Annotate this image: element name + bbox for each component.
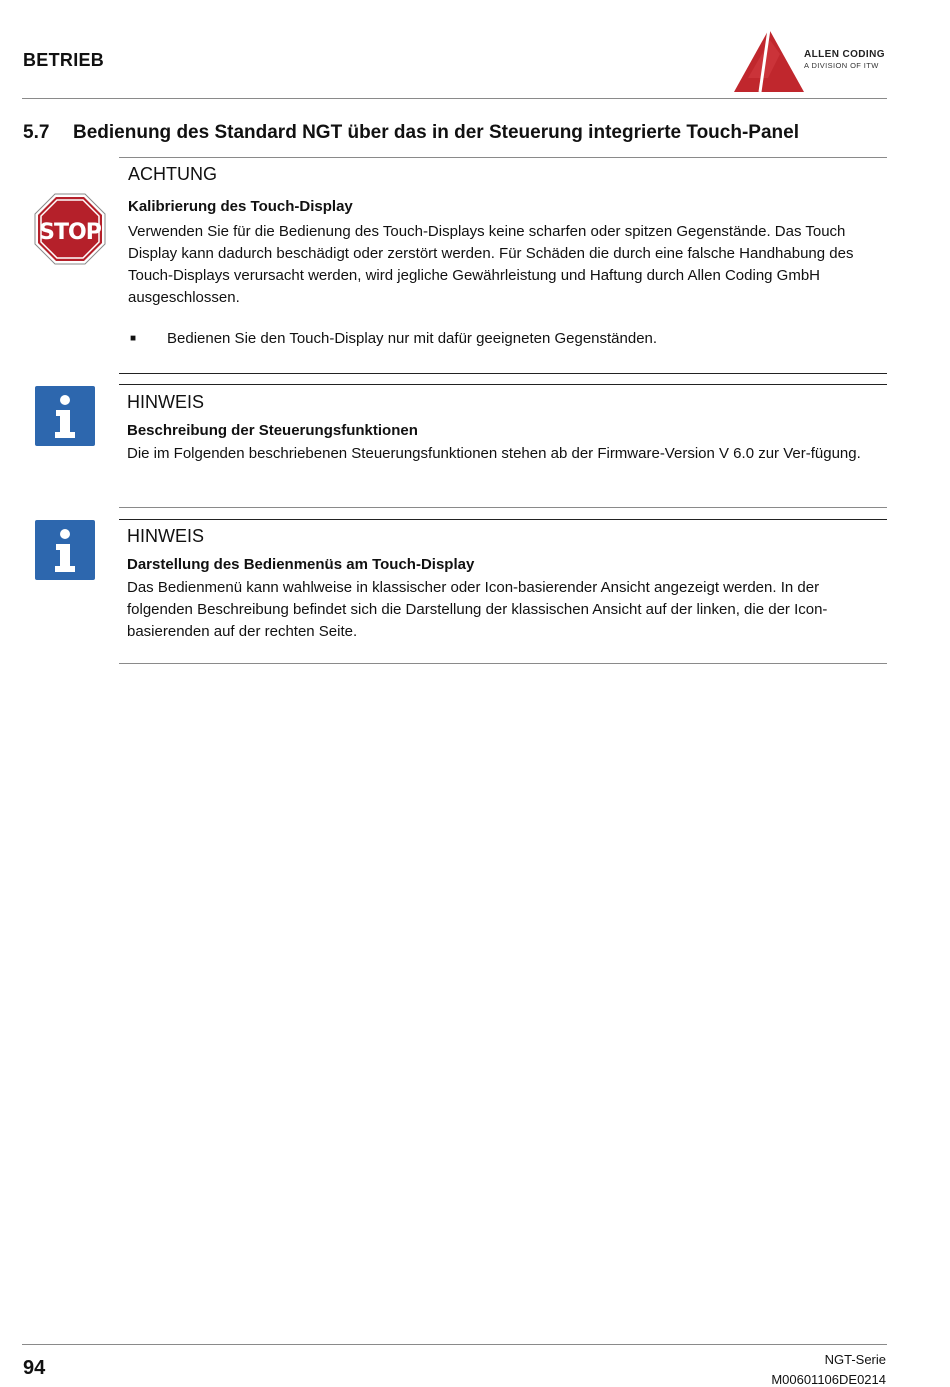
notice-body: Die im Folgenden beschriebenen Steuerungsfunktionen stehen ab der Firmware-Version V 6.0 zur Ver-fügung. <box>127 445 861 462</box>
notice-heading: HINWEIS <box>127 392 205 412</box>
bullet-square-icon: ■ <box>130 333 137 344</box>
notice-top-rule <box>119 519 887 520</box>
bullet-item: Bedienen Sie den Touch-Display nur mit dafür geeigneten Gegenständen. <box>167 330 658 347</box>
section-number: 5.7 <box>23 122 50 143</box>
notice-body: Das Bedienmenü kann wahlweise in klassischer oder Icon-basierender Ansicht angezeigt werden. In der folgenden Beschreibung befindet sich die Darstellung der klassischen Ansicht auf der linken, die der Icon-basierenden auf der rechten Seite. <box>127 579 828 640</box>
stop-sign-icon <box>34 193 106 265</box>
header-divider <box>22 98 887 99</box>
notice-bottom-rule <box>119 663 887 664</box>
section-title <box>23 122 799 144</box>
footer-divider <box>22 1344 887 1345</box>
info-icon <box>35 386 95 446</box>
notice-top-rule <box>119 157 887 158</box>
stop-sign-text: STOP <box>39 220 101 245</box>
page-number: 94 <box>23 1357 46 1379</box>
document-id: M00601106DE0214 <box>771 1372 886 1387</box>
document-series: NGT-Serie <box>824 1352 886 1367</box>
running-header: BETRIEB <box>23 50 105 70</box>
info-icon <box>35 520 95 580</box>
notice-heading: HINWEIS <box>127 526 205 546</box>
notice-top-rule <box>119 384 887 385</box>
section-title-text: Bedienung des Standard NGT über das in der Steuerung integrierte Touch-Panel <box>73 122 799 143</box>
logo-company-subtitle: A DIVISION OF ITW <box>804 61 879 70</box>
notice-heading: ACHTUNG <box>128 164 217 184</box>
notice-subtitle: Kalibrierung des Touch-Display <box>128 198 353 215</box>
notice-body: Verwenden Sie für die Bedienung des Touch-Displays keine scharfen oder spitzen Gegenstände. Das Touch Display kann dadurch beschädigt oder zerstört werden. Für Schäden die durch eine falsche Handhabung des Touch-Displays verursacht werden, wird jegliche Gewährleistung und Haftung durch Allen Coding GmbH ausgeschlossen. <box>128 223 854 306</box>
notice-bottom-rule <box>119 373 887 374</box>
notice-subtitle: Beschreibung der Steuerungsfunktionen <box>127 422 418 439</box>
logo-company-name: ALLEN CODING <box>804 49 885 60</box>
notice-subtitle: Darstellung des Bedienmenüs am Touch-Display <box>127 556 475 573</box>
notice-bottom-rule <box>119 507 887 508</box>
